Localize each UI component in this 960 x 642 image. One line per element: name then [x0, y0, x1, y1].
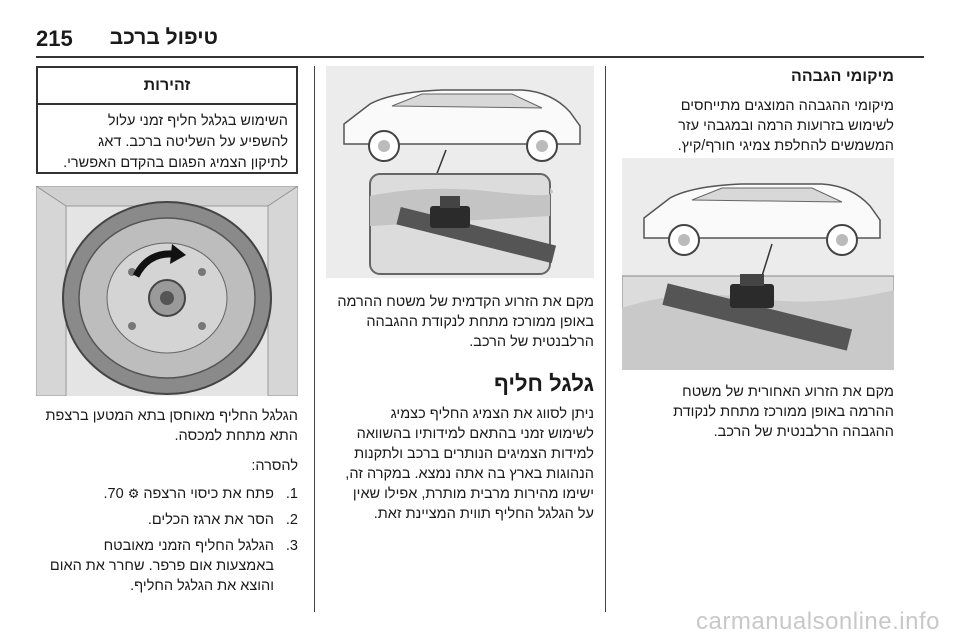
step-text: הגלגל החליף הזמני מאובטח: [103, 538, 274, 554]
text-line: מקם את הזרוע הקדמית של משטח ההרמה: [337, 294, 594, 310]
spare-wheel-body: [326, 404, 594, 524]
text-line: הגלגל החליף מאוחסן בתא המטען ברצפת: [45, 408, 298, 424]
step-text: פתח את כיסוי הרצפה: [139, 486, 274, 502]
step-text: באמצעות אום פרפר. שחרר את האום: [49, 558, 274, 574]
text-line: על הגלגל החליף תווית המציינת זאת.: [373, 506, 594, 522]
text-line: ההגבהה הרלבנטית של הרכב.: [713, 424, 894, 440]
left-column: [36, 406, 298, 602]
text-line: לתיקון הצמיג הפגום בהקדם האפשרי.: [63, 155, 288, 171]
step-number: 3.: [285, 538, 298, 554]
text-line: ניתן לסווג את הצמיג החליף כצמיג: [390, 406, 594, 422]
spare-wheel-figure: [36, 186, 298, 396]
right-column: [622, 66, 894, 156]
step-number: 2.: [285, 512, 298, 528]
gear-icon: ⚙: [127, 486, 140, 501]
lifting-points-heading: מיקומי הגבהה: [791, 68, 894, 85]
step-text: והוצא את הגלגל החליף.: [130, 578, 274, 594]
text-line: למידות הצמיגים הנותרים ברכב ולתקנות: [354, 446, 594, 462]
step-item: [36, 510, 298, 530]
text-line: התא מתחת למכסה.: [174, 428, 298, 444]
text-line: מקם את הזרוע האחורית של משטח: [682, 384, 894, 400]
column-divider-right: [605, 66, 606, 612]
spare-wheel-caption: [36, 406, 298, 446]
removal-label: להסרה:: [251, 458, 298, 474]
rear-lift-point-figure: [622, 158, 894, 370]
front-lift-caption: [326, 292, 594, 352]
column-divider-left: [314, 66, 315, 612]
removal-steps: [36, 484, 298, 596]
front-lift-point-figure: [326, 66, 594, 278]
step-item: [36, 484, 298, 504]
middle-column: [326, 292, 594, 524]
text-line: הרלבנטית של הרכב.: [469, 334, 594, 350]
text-line: ההרמה באופן ממורכז מתחת לנקודת: [673, 404, 894, 420]
text-line: ישימו מהירות מרבית מותרת, אפילו שאין: [352, 486, 594, 502]
step-text: הסר את ארגז הכלים.: [147, 512, 274, 528]
page-reference: 70.: [103, 486, 124, 502]
spare-wheel-heading: גלגל חליף: [493, 371, 594, 396]
text-line: הנהוגות בארץ בה אתה נמצא. במקרה זה,: [345, 466, 594, 482]
step-number: 1.: [285, 486, 298, 502]
lifting-points-intro: [622, 96, 894, 156]
text-line: מיקומי ההגבהה המוצגים מתייחסים: [680, 98, 894, 114]
text-line: באופן ממורכז מתחת לנקודת ההגבהה: [366, 314, 594, 330]
header-rule: [36, 56, 924, 58]
text-line: להשפיע על השליטה ברכב. דאג: [98, 134, 288, 150]
text-line: לשימוש זמני בהתאם למידותיו בהשוואה: [356, 426, 594, 442]
text-line: לשימוש בזרועות הרמה ובמגבהי עזר: [678, 118, 894, 134]
watermark: carmanualsonline.info: [696, 608, 940, 635]
caution-title: זהירות: [38, 68, 296, 105]
text-line: השימוש בגלגל חליף זמני עלול: [107, 113, 288, 129]
step-item: [36, 536, 298, 596]
section-title: טיפול ברכב: [109, 26, 218, 49]
rear-lift-caption: [622, 382, 894, 442]
caution-box: [36, 66, 298, 174]
page-number: 215: [36, 26, 73, 51]
text-line: המשמשים להחלפת צמיגי חורף/קיץ.: [677, 138, 894, 154]
caution-text: [38, 105, 296, 174]
